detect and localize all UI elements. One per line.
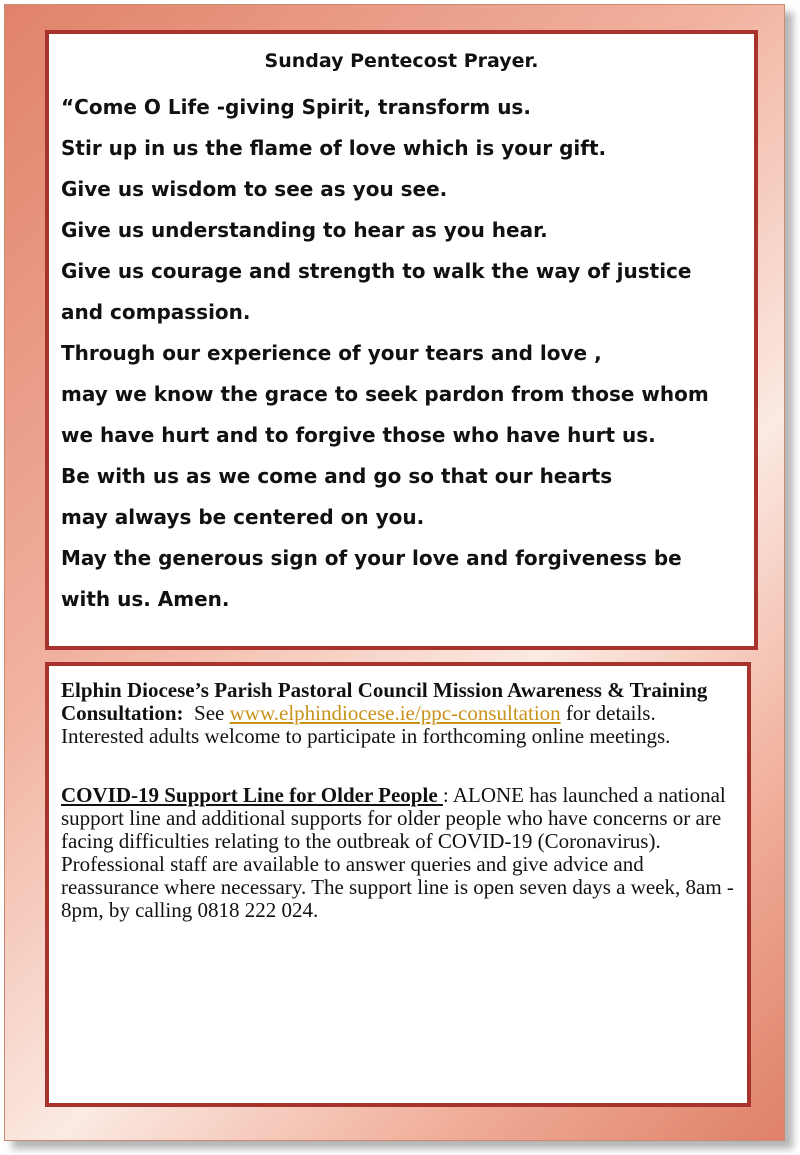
prayer-text (61, 87, 709, 620)
consultation-details: for details. Interested adults welcome to participate in forthcoming online meetings. (61, 701, 671, 748)
prayer-title: Sunday Pentecost Prayer. (264, 50, 539, 72)
prayer-line: Give us understanding to hear as you hear. (61, 218, 548, 242)
prayer-line: may we know the grace to seek pardon from those whom (61, 382, 709, 406)
prayer-line: Stir up in us the flame of love which is your gift. (61, 136, 607, 160)
covid-notice (61, 784, 741, 922)
covid-heading: COVID-19 Support Line for Older People (61, 783, 443, 807)
notice-spacer (61, 748, 741, 784)
prayer-line: Give us courage and strength to walk the way of justice (61, 259, 692, 283)
prayer-line: may always be centered on you. (61, 505, 425, 529)
prayer-line: and compassion. (61, 300, 251, 324)
prayer-line: May the generous sign of your love and forgiveness be (61, 546, 682, 570)
consultation-heading: Elphin Diocese’s Parish Pastoral Council Mission Awareness & Training Consultation: (61, 678, 708, 725)
consultation-link[interactable]: www.elphindiocese.ie/ppc-consultation (229, 701, 561, 725)
prayer-line: with us. Amen. (61, 587, 230, 611)
notices-box (45, 662, 751, 1107)
notices-content (61, 679, 741, 922)
prayer-box (45, 30, 758, 650)
consultation-see-label: See (194, 701, 225, 725)
consultation-notice (61, 679, 741, 748)
prayer-line: we have hurt and to forgive those who have hurt us. (61, 423, 656, 447)
prayer-line: Through our experience of your tears and love , (61, 341, 602, 365)
covid-body: : ALONE has launched a national support line and additional supports for older people who have concerns or are facing difficulties relating to the outbreak of COVID-19 (Coronavirus). Professional staff are available to answer queries and give advice and reassurance where necessary. The support line is open seven days a week, 8am - 8pm, by calling 0818 222 024. (61, 783, 734, 922)
prayer-line: Be with us as we come and go so that our hearts (61, 464, 613, 488)
prayer-line: Give us wisdom to see as you see. (61, 177, 448, 201)
prayer-line: “Come O Life -giving Spirit, transform us. (61, 95, 531, 119)
